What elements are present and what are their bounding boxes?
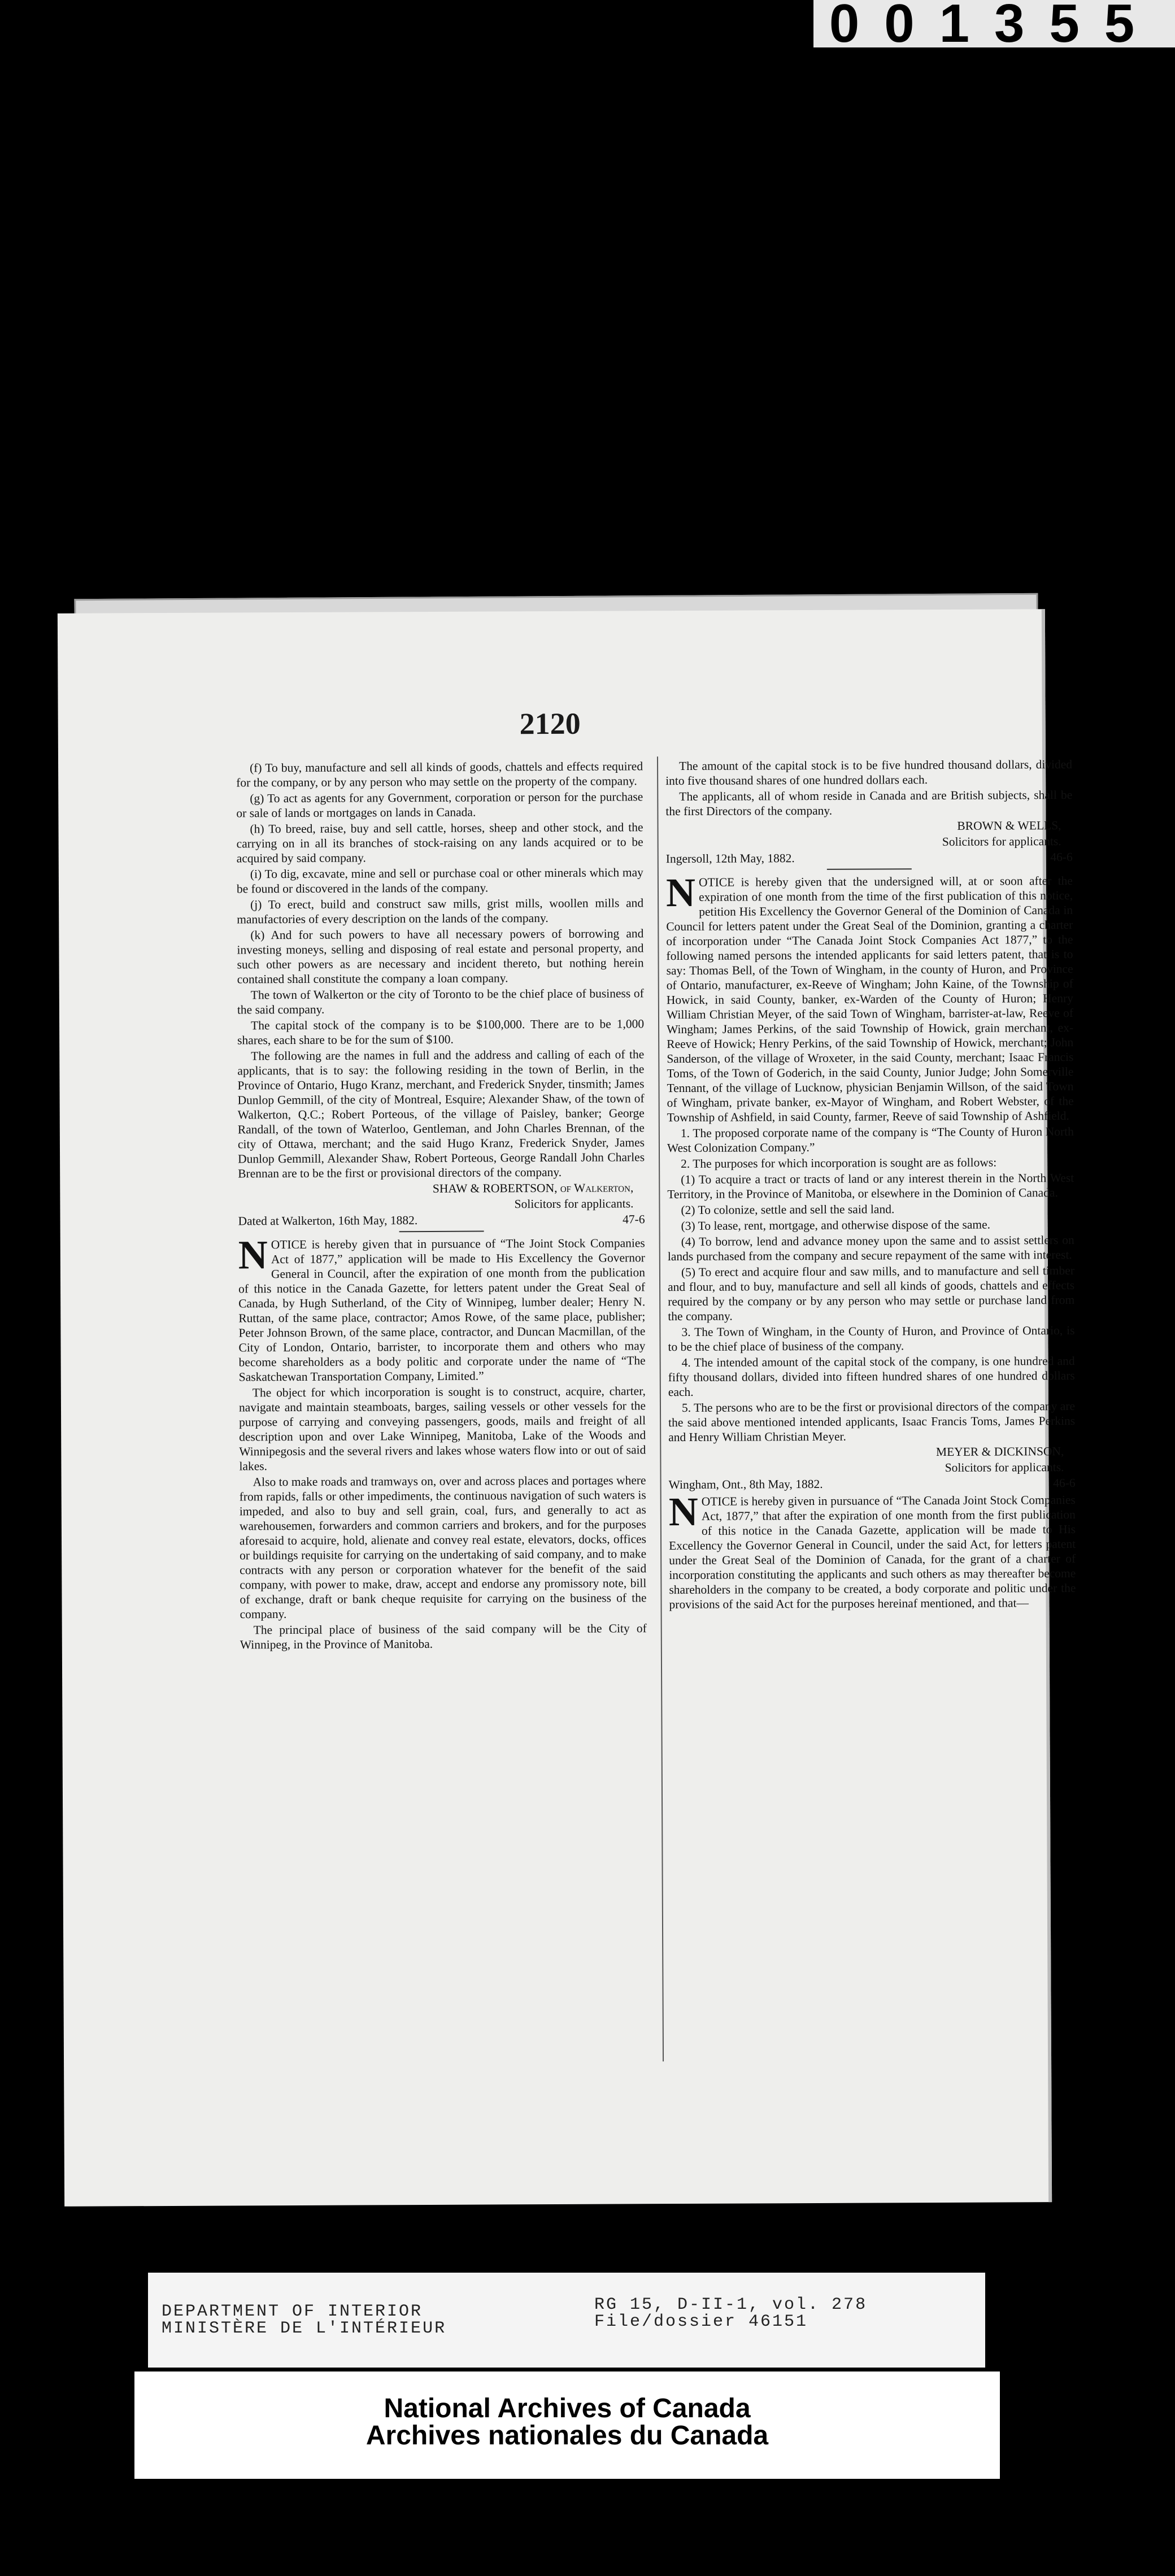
paragraph: The applicants, all of whom reside in Canada and are British subjects, shall be the first Directors of the company. xyxy=(665,787,1073,819)
notice-opening xyxy=(238,1232,646,1384)
notice-date: Wingham, Ont., 8th May, 1882. xyxy=(668,1477,823,1492)
drop-cap: N xyxy=(665,869,696,916)
notice-signature-role: Solicitors for applicants. xyxy=(945,1460,1064,1474)
page-number: 2120 xyxy=(519,706,581,741)
notice-ref: 46-6 xyxy=(1050,850,1073,864)
paragraph: (1) To acquire a tract or tracts of land or any interest therein in the North West Territory, in the Province of Manitoba, or elsewhere in the Dominion of Canada. xyxy=(667,1170,1074,1202)
paragraph: The capital stock of the company is to be $100,000. There are to be 1,000 shares, each share to be for the sum of $100. xyxy=(237,1017,645,1047)
paragraph: (g) To act as agents for any Government, corporation or person for the purchase or sale of lands or mortgages on lands in Canada. xyxy=(236,790,643,820)
notice-divider xyxy=(827,868,912,870)
notice-opening xyxy=(668,1489,1076,1612)
notice-signature: MEYER & DICKINSON, xyxy=(935,1444,1064,1459)
notice-dateline xyxy=(666,850,1073,866)
archives-name-french: Archives nationales du Canada xyxy=(365,2421,769,2451)
paragraph: Also to make roads and tramways on, over and across places and portages where from rapids, falls or other impediments, the continuous navigation of such waters is impeded, and also to buy and sell grain, coal, furs, and generally to act as warehousemen, forwarders and common carriers and brokers, and for the purposes aforesaid to acquire, hold, alienate and convey real estate, elevators, docks, offices or buildings requisite for carrying on the undertaking of said company, and to make contracts with any person or corporation whatever for the benefit of the said company, with power to make, draw, accept and endorse any promissory note, bill of exchange, draft or bank cheque requisite for carrying on the business of the company. xyxy=(239,1473,647,1621)
paragraph: The town of Walkerton or the city of Toronto to be the chief place of business of the said company. xyxy=(237,986,644,1017)
record-group: RG 15, D-II-1, vol. 278 xyxy=(594,2295,868,2314)
microfilm-frame-number: 001355 xyxy=(813,0,1175,47)
paragraph: (i) To dig, excavate, mine and sell or purchase coal or other minerals which may be found or discovered in the lands of the company. xyxy=(236,865,643,896)
notice-signature-role: Solicitors for applicants. xyxy=(514,1196,634,1211)
department-french: MINISTÈRE DE L'INTÉRIEUR xyxy=(162,2319,447,2338)
left-column xyxy=(236,759,647,1653)
file-number: File/dossier 46151 xyxy=(594,2312,808,2331)
paragraph: The amount of the capital stock is to be five hundred thousand dollars, divided into five thousand shares of one hundred dollars each. xyxy=(665,757,1073,788)
paragraph: (f) To buy, manufacture and sell all kinds of goods, chattels and effects required for the company, or by any person who may settle on the property of the company. xyxy=(236,759,643,790)
paragraph: The following are the names in full and the address and calling of each of the applicants, that is to say: the following residing in the town of Berlin, in the Province of Ontario, Hugo Kranz, merchant, and Frederick Snyder, tinsmith; James Dunlop Gemmill, of the city of Montreal, Esquire; Alexander Shaw, of the town of Walkerton, Q.C.; Robert Porteous, of the village of Paisley, banker; George Randall, of the town of Waterloo, Gentleman, and John Charles Brennan, of the city of Ottawa, merchant; and the said Hugo Kranz, Frederick Snyder, James Dunlop Gemmill, Alexander Shaw, Robert Porteous, George Randall John Charles Brennan are to be the first or provisional directors of the company. xyxy=(237,1047,645,1181)
paragraph: 3. The Town of Wingham, in the County of Huron, and Province of Ontario, is to be the chief place of business of the company. xyxy=(668,1323,1075,1354)
paragraph: (4) To borrow, lend and advance money upon the same and to assist settlers on lands purchased from the company and secure repayment of the same with interest. xyxy=(667,1233,1074,1264)
archives-banner xyxy=(134,2372,1000,2479)
notice-opening xyxy=(665,869,1074,1125)
notice-ref: 47-6 xyxy=(623,1212,645,1226)
drop-cap: N xyxy=(668,1489,698,1535)
paragraph: (3) To lease, rent, mortgage, and otherwise dispose of the same. xyxy=(681,1217,991,1233)
paragraph: 5. The persons who are to be the first or provisional directors of the company are the said above mentioned intended applicants, Isaac Francis Toms, James Perkins and Henry William Christian Meyer. xyxy=(668,1399,1076,1444)
paragraph: The object for which incorporation is sought is to construct, acquire, charter, navigate and maintain steamboats, barges, sailing vessels or other vessels for the purpose of carrying and conveying passengers, goods, mails and freight of all description upon and over Lake Winnipeg, Manitoba, Lake of the Woods and Winnipegosis and the several rivers and lakes whose waters flow into or out of said lakes. xyxy=(238,1384,646,1473)
gazette-page xyxy=(58,609,1076,2207)
paragraph: (2) To colonize, settle and sell the said land. xyxy=(681,1202,895,1217)
notice-dateline xyxy=(238,1212,645,1228)
paragraph: 4. The intended amount of the capital stock of the company, is one hundred and fifty thousand dollars, divided into fifteen hundred shares of one hundred dollars each. xyxy=(668,1354,1075,1399)
notice-signature-role: Solicitors for applicants. xyxy=(942,834,1061,848)
notice-signature: BROWN & WELLS, xyxy=(957,819,1061,833)
archive-reference-label xyxy=(148,2273,985,2368)
paragraph: 1. The proposed corporate name of the company is “The County of Huron North West Colonization Company.” xyxy=(667,1124,1074,1155)
notice-opening-text: OTICE is hereby given in pursuance of “The Canada Joint Stock Companies Act, 1877,” that after the expiration of one month from the first publication of this notice in the Canada Gazette, application will be made to His Excellency the Governor General in Council, under the said Act, for letters patent under the Great Seal of the Dominion of Canada, for the grant of a charter of incorporation constituting the applicants and such others as may thereafter become shareholders in the company to be created, a body corporate and politic under the provisions of the said Act for the purposes hereinaf mentioned, and that— xyxy=(669,1492,1076,1612)
column-divider xyxy=(657,756,664,2061)
notice-opening-text: OTICE is hereby given that the undersigned will, at or soon after the expiration of one month from the time of the first publication of this notice, petition His Excellency the Governor General of the Dominion of Canada in Council for letters patent under the Great Seal of the Dominion, granting a charter of incorporation under “The Canada Joint Stock Companies Act 1877,” to the following named persons the intended applicants for said letters patent, that is to say: Thomas Bell, of the Town of Wingham, in the county of Huron, and Province of Ontario, manufacturer, ex-Reeve of Wingham; John Kaine, of the Township of Howick, in said County, banker, ex-Warden of the County of Huron; Henry William Christian Meyer, of the said Town of Wingham, barrister-at-law, Reeve of Wingham; James Perkins, of the said Township of Howick, grain merchant, ex-Reeve of Howick; Henry Perkins, of the said Township of Howick, merchant; John Sanderson, of the village of Wroxeter, in the said County, merchant; Isaac Francis Toms, of the Town of Goderich, in the said County, Junior Judge; John Somerville Tennant, of the village of Lucknow, physician Benjamin Willson, of the said Town of Wingham, private banker, ex-Mayor of Wingham, and Robert Webster, of the Township of Ashfield, in said County, farmer, Reeve of said Township of Ashfield. xyxy=(666,873,1074,1125)
notice-signature: SHAW & ROBERTSON, of Walkerton, xyxy=(432,1181,634,1195)
drop-cap: N xyxy=(238,1232,268,1278)
department-english: DEPARTMENT OF INTERIOR xyxy=(162,2302,423,2321)
notice-date: Ingersoll, 12th May, 1882. xyxy=(665,851,795,866)
paragraph: (k) And for such powers to have all necessary powers of borrowing and investing moneys, selling and disposing of real estate and personal property, and such other powers as are necessary and incident thereto, but nothing herein contained shall constitute the company a loan company. xyxy=(237,926,644,986)
right-column xyxy=(665,757,1076,1613)
paragraph: The principal place of business of the said company will be the City of Winnipeg, in the Province of Manitoba. xyxy=(240,1621,647,1652)
notice-date: Dated at Walkerton, 16th May, 1882. xyxy=(238,1213,418,1228)
paragraph: (5) To erect and acquire flour and saw mills, and to manufacture and sell timber and flour, and to buy, manufacture and sell all kinds of goods, chattels and effects required by the company or by any person who may settle or purchase land from the company. xyxy=(668,1263,1075,1324)
notice-opening-text: OTICE is hereby given that in pursuance of “The Joint Stock Companies Act of 1877,” application will be made to His Excellency the Governor General in Council, after the expiration of one month from the publication of this notice in the Canada Gazette, for letters patent under the Great Seal of Canada, by Hugh Sutherland, of the City of Winnipeg, lumber dealer; Henry N. Ruttan, of the same place, contractor; Amos Rowe, of the same place, publisher; Peter Johnson Brown, of the same place, contractor, and Duncan Macmillan, of the City of London, Ontario, barrister, to incorporate them and others who may become shareholders as a body politic and corporate under the name of “The Saskatchewan Transportation Company, Limited.” xyxy=(238,1236,646,1384)
paragraph: 2. The purposes for which incorporation is sought are as follows: xyxy=(681,1155,997,1171)
paragraph: (h) To breed, raise, buy and sell cattle, horses, sheep and other stock, and the carrying on in all its branches of stock-raising on any lands acquired or to be acquired by said company. xyxy=(236,820,643,865)
notice-divider xyxy=(399,1231,484,1233)
paragraph: (j) To erect, build and construct saw mills, grist mills, woollen mills and manufactories of every description on the lands of the company. xyxy=(237,896,644,926)
archives-name-english: National Archives of Canada xyxy=(384,2394,751,2423)
notice-dateline xyxy=(669,1476,1076,1492)
department-label xyxy=(162,2303,446,2337)
file-reference xyxy=(594,2296,867,2330)
notice-ref: 46-6 xyxy=(1053,1476,1076,1490)
